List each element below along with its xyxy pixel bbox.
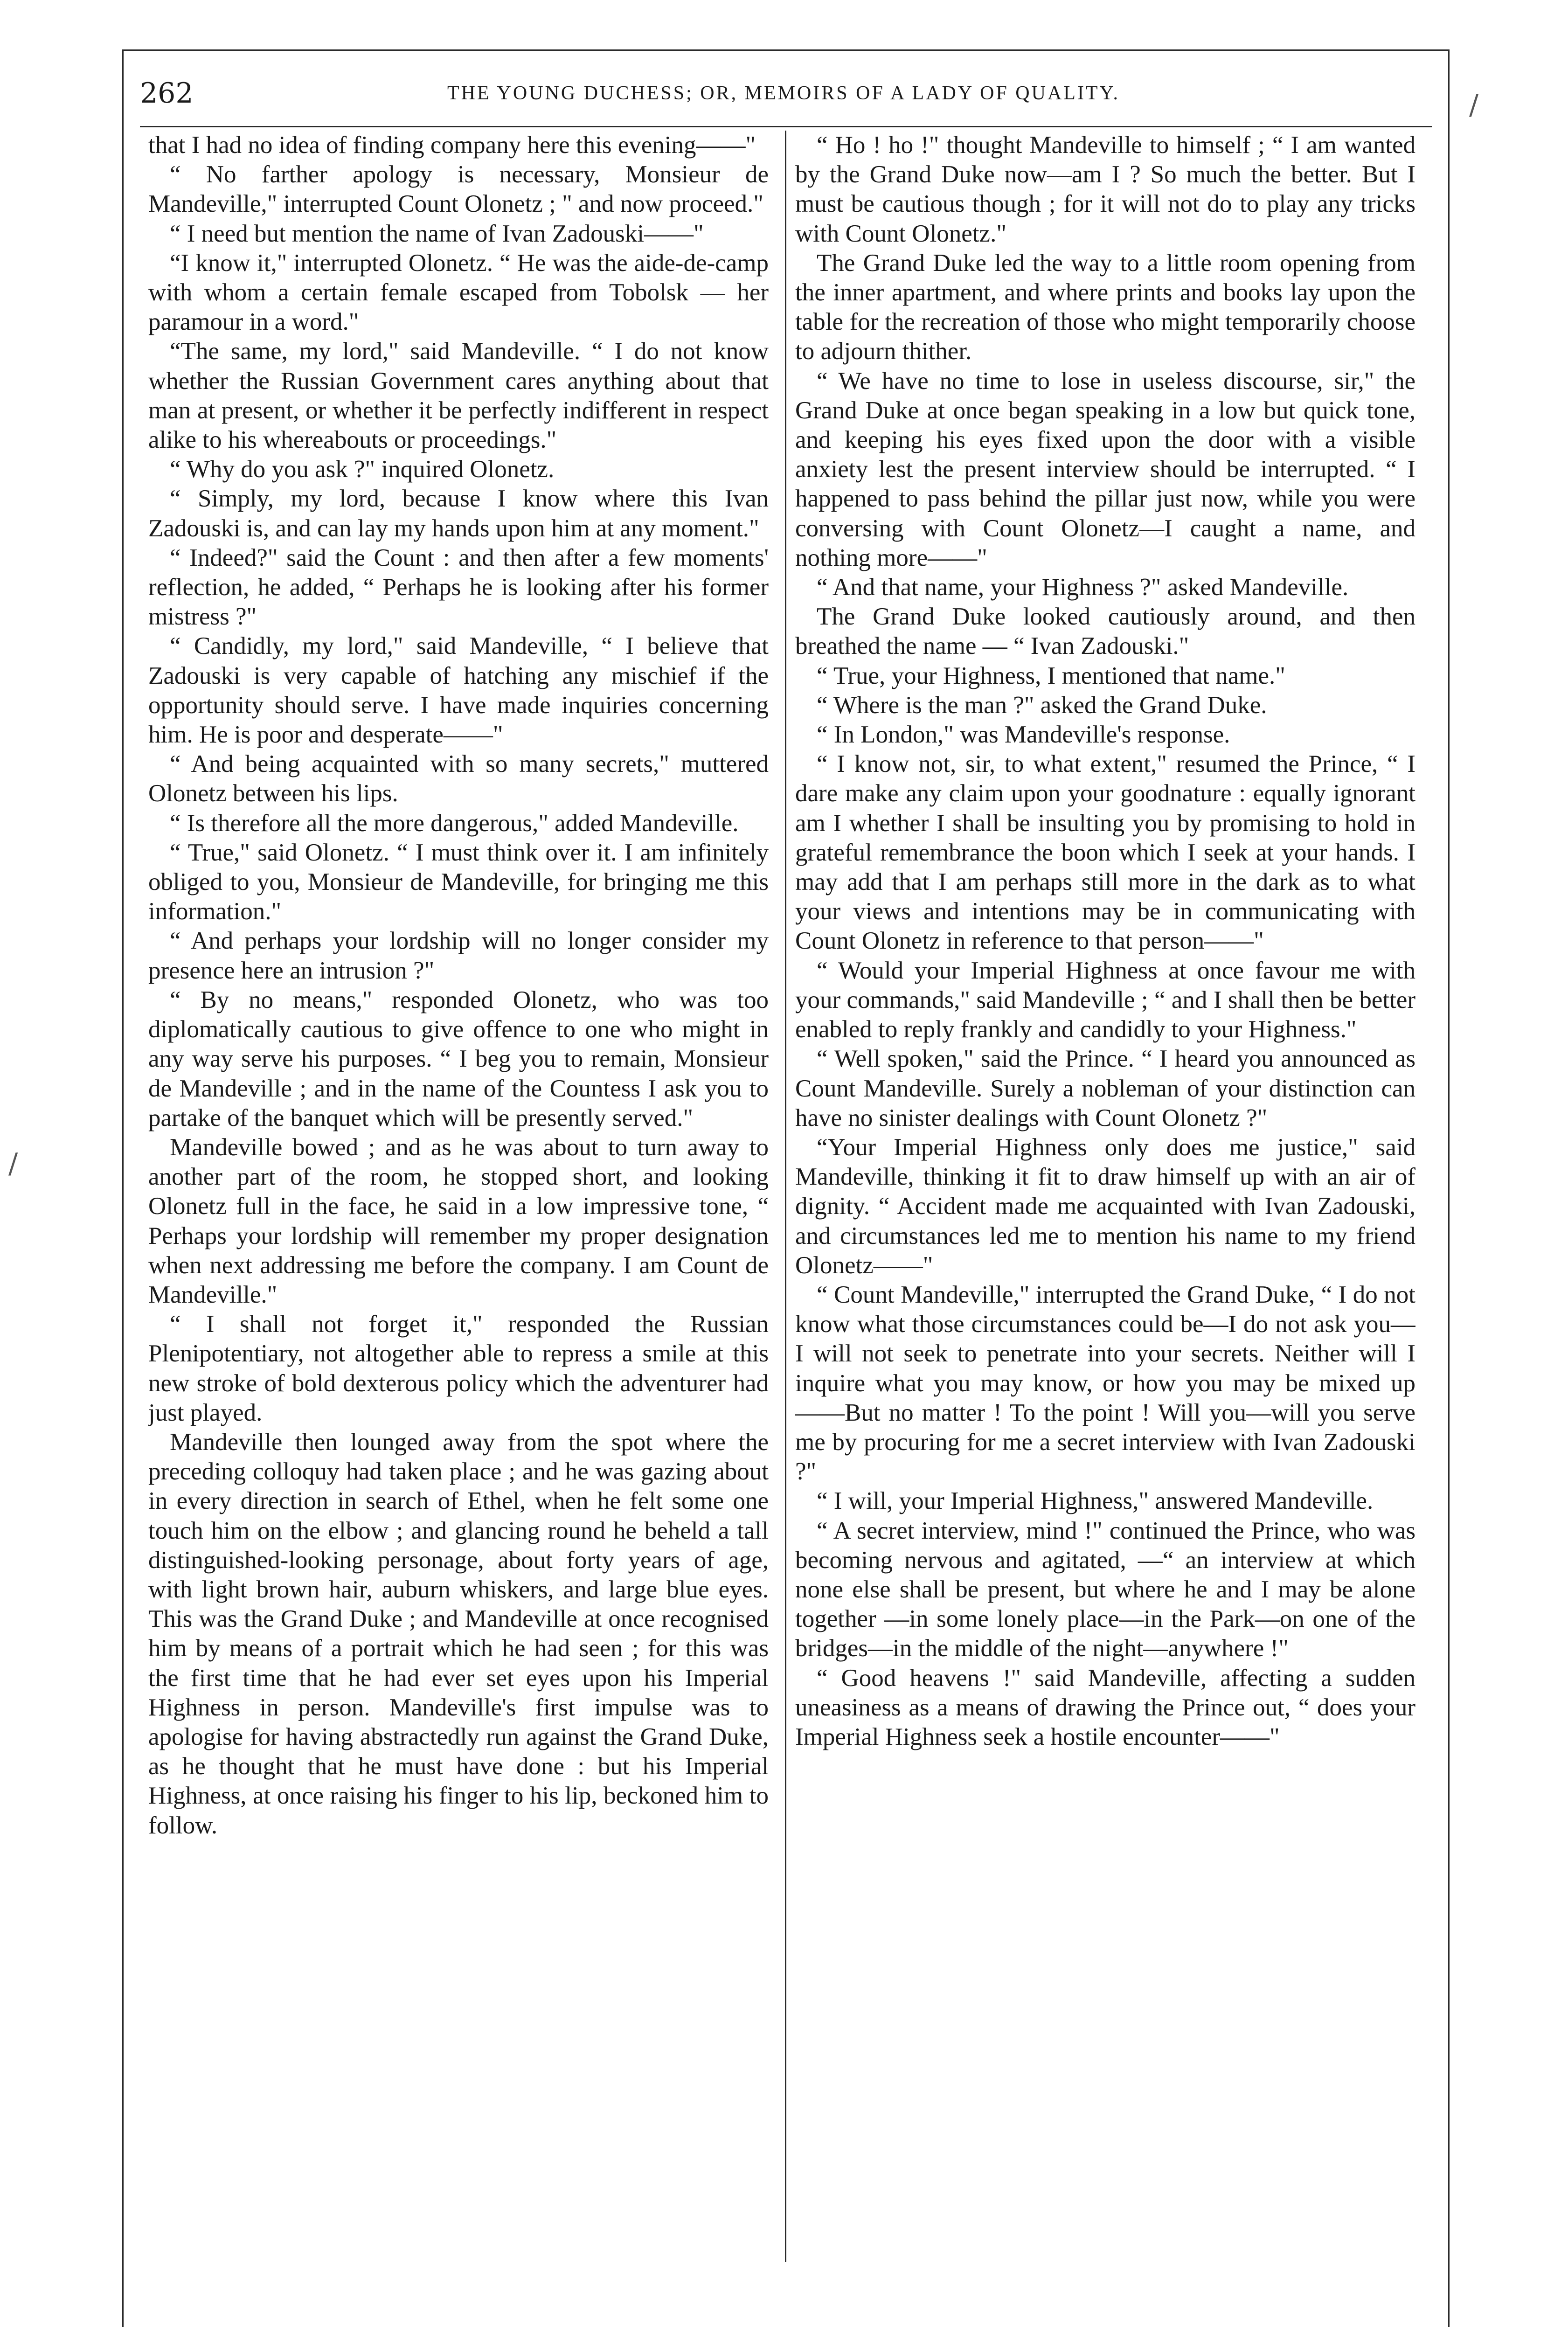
paragraph: “ Candidly, my lord," said Mandeville, “ I believe that Zadouski is very capable of hatching any mischief if the opportunity should serve. I have made inquiries concerning him. He is poor and desperate——" — [148, 632, 769, 749]
paragraph: The Grand Duke looked cautiously around, and then breathed the name — “ Ivan Zadouski." — [795, 603, 1415, 660]
paragraph: “ By no means," responded Olonetz, who was too diplomatically cautious to give offence to one who might in any way serve his purposes. “ I beg you to remain, Monsieur de Mandeville ; and in the name of the Countess I ask you to partake of the banquet which will be presently served." — [148, 986, 769, 1131]
paragraph: “ Is therefore all the more dangerous," added Mandeville. — [170, 809, 739, 837]
paragraph: “ Indeed?" said the Count : and then after a few moments' reflection, he added, “ Perhaps he is looking after his former mistress ?" — [148, 544, 769, 631]
paragraph: “ Ho ! ho !" thought Mandeville to himself ; “ I am wanted by the Grand Duke now—am I ? So much the better. But I must be cautious though ; for it will not do to play any tricks with Count Olonetz." — [795, 132, 1415, 247]
paragraph: “The same, my lord," said Mandeville. “ I do not know whether the Russian Government cares anything about that man at present, or whether it be perfectly indifferent in respect alike to his whereabouts or proceedings." — [148, 338, 769, 454]
paragraph: “I know it," interrupted Olonetz. “ He was the aide-de-camp with whom a certain female escaped from Tobolsk — her paramour in a word." — [148, 249, 769, 336]
paragraph: “ In London," was Mandeville's response. — [817, 721, 1230, 749]
paragraph: “ We have no time to lose in useless discourse, sir," the Grand Duke at once began speaking in a low but quick tone, and keeping his eyes fixed upon the door with a visible anxiety lest the present interview should be interrupted. “ I happened to pass behind the pillar just now, while you were conversing with Count Olonetz—I caught a name, and nothing more——" — [795, 367, 1415, 571]
paragraph: “ True," said Olonetz. “ I must think over it. I am infinitely obliged to you, Monsieur de Mandeville, for bringing me this information." — [148, 839, 769, 925]
margin-mark: / — [1469, 89, 1479, 121]
paragraph: “ Why do you ask ?" inquired Olonetz. — [170, 456, 555, 483]
paragraph: “ And perhaps your lordship will no longer consider my presence here an intrusion ?" — [148, 927, 769, 984]
header-rule — [140, 126, 1432, 127]
paragraph: “ No farther apology is necessary, Monsieur de Mandeville," interrupted Count Olonetz ; " and now proceed." — [148, 161, 769, 218]
paragraph: Mandeville bowed ; and as he was about to turn away to another part of the room, he stopped short, and looking Olonetz full in the face, he said in a low impressive tone, “ Perhaps your lordship will remember my proper designation when next addressing me before the company. I am Count de Mandeville." — [148, 1133, 769, 1308]
paragraph: “ True, your Highness, I mentioned that name." — [817, 662, 1285, 689]
right-column — [795, 131, 1415, 2267]
paragraph: Mandeville then lounged away from the spot where the preceding colloquy had taken place ; and he was gazing about in every direction in search of Ethel, when he felt some one touch him on the elbow ; and glancing round he beheld a tall distinguished-looking personage, about forty years of age, with light brown hair, auburn whiskers, and large blue eyes. This was the Grand Duke ; and Mandeville at once recognised him by means of a portrait which he had seen ; for this was the first time that he had ever set eyes upon his Imperial Highness in person. Mandeville's first impulse was to apologise for having abstractedly run against the Grand Duke, as he thought that he must have done : but his Imperial Highness, at once raising his finger to his lip, beckoned him to follow. — [148, 1428, 769, 1839]
running-title: THE YOUNG DUCHESS; OR, MEMOIRS OF A LADY OF QUALITY. — [447, 83, 1120, 104]
paragraph: “ I shall not forget it," responded the Russian Plenipotentiary, not altogether able to repress a smile at this new stroke of bold dexterous policy which the adventurer had just played. — [148, 1311, 769, 1426]
column-divider — [785, 131, 786, 2262]
page-header — [140, 65, 1427, 121]
paragraph: “Your Imperial Highness only does me justice," said Mandeville, thinking it fit to draw himself up with an air of dignity. “ Accident made me acquainted with Ivan Zadouski, and circumstances led me to mention his name to my friend Olonetz——" — [795, 1133, 1415, 1279]
paragraph: “ And that name, your Highness ?" asked Mandeville. — [817, 574, 1349, 601]
paragraph: “ Good heavens !" said Mandeville, affecting a sudden uneasiness as a means of drawing the Prince out, “ does your Imperial Highness seek a hostile encounter——" — [795, 1664, 1415, 1750]
paragraph: “ And being acquainted with so many secrets," muttered Olonetz between his lips. — [148, 750, 769, 807]
paragraph: “ Would your Imperial Highness at once favour me with your commands," said Mandeville ; “ and I shall then be better enabled to reply frankly and candidly to your Highness." — [795, 957, 1415, 1043]
page-number: 262 — [140, 77, 194, 110]
paragraph: “ I need but mention the name of Ivan Zadouski——" — [170, 220, 704, 247]
paragraph: “ Where is the man ?" asked the Grand Duke. — [817, 691, 1267, 719]
margin-mark: / — [8, 1147, 18, 1180]
paragraph: “ Simply, my lord, because I know where this Ivan Zadouski is, and can lay my hands upon him at any moment." — [148, 485, 769, 542]
paragraph: “ Count Mandeville," interrupted the Grand Duke, “ I do not know what those circumstances could be—I do not ask you—I will not seek to penetrate into your secrets. Neither will I inquire what you may know, or how you may be mixed up——But no matter ! To the point ! Will you—will you serve me by procuring for me a secret interview with Ivan Zadouski ?" — [795, 1281, 1415, 1485]
left-column — [148, 131, 769, 2267]
paragraph: that I had no idea of finding company here this evening——" — [148, 132, 756, 159]
paragraph: “ I know not, sir, to what extent," resumed the Prince, “ I dare make any claim upon your goodnature : equally ignorant am I whether I shall be insulting you by promising to hold in grateful remembrance the boon which I seek at your hands. I may add that I am perhaps still more in the dark as to what your views and intentions may be in communicating with Count Olonetz in reference to that person——" — [795, 750, 1415, 955]
paragraph: The Grand Duke led the way to a little room opening from the inner apartment, and where prints and books lay upon the table for the recreation of those who might temporarily choose to adjourn thither. — [795, 249, 1415, 365]
paragraph: “ Well spoken," said the Prince. “ I heard you announced as Count Mandeville. Surely a nobleman of your distinction can have no sinister dealings with Count Olonetz ?" — [795, 1045, 1415, 1131]
paragraph: “ I will, your Imperial Highness," answered Mandeville. — [817, 1487, 1374, 1515]
paragraph: “ A secret interview, mind !" continued the Prince, who was becoming nervous and agitated, —“ an interview at which none else shall be present, but where he and I may be alone together —in some lonely place—in the Park—on one of the bridges—in the middle of the night—anywhere !" — [795, 1517, 1415, 1662]
